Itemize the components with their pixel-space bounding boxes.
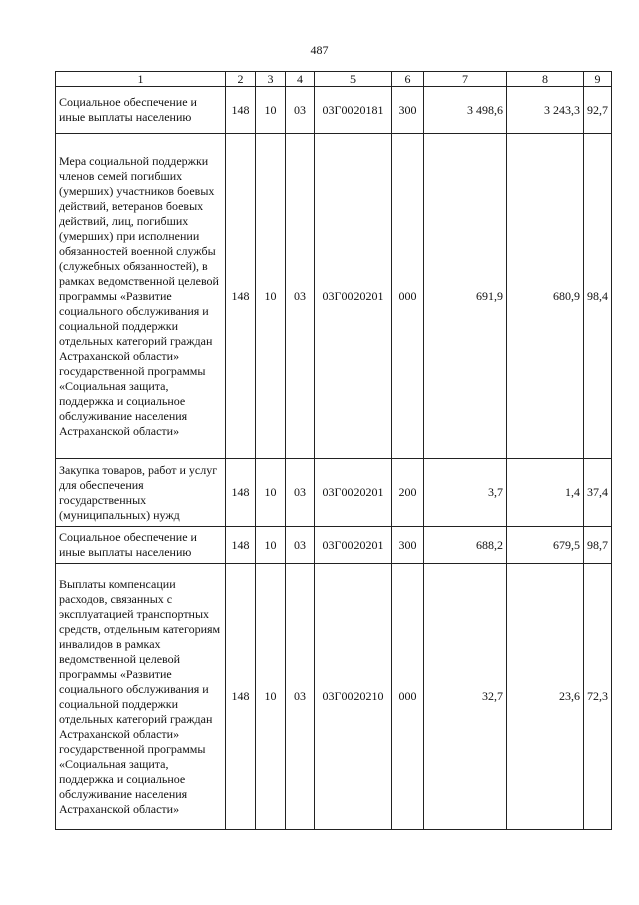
table-header-row: [56, 72, 612, 87]
cell-code-3: 10: [256, 527, 286, 564]
table-row: [56, 459, 612, 527]
cell-expense-type: 300: [392, 527, 424, 564]
row-description: Социальное обеспечение и иные выплаты населению: [56, 527, 226, 564]
cell-code-3: 10: [256, 87, 286, 134]
cell-plan-amount: 3 498,6: [424, 87, 507, 134]
column-header: 7: [424, 72, 507, 87]
cell-expense-type: 000: [392, 134, 424, 459]
cell-percent: 98,4: [584, 134, 612, 459]
column-header: 1: [56, 72, 226, 87]
cell-expense-type: 000: [392, 564, 424, 830]
cell-code-2: 148: [226, 564, 256, 830]
cell-target-article: 03Г0020201: [315, 527, 392, 564]
column-header: 5: [315, 72, 392, 87]
cell-expense-type: 300: [392, 87, 424, 134]
cell-code-4: 03: [286, 134, 315, 459]
cell-target-article: 03Г0020201: [315, 134, 392, 459]
cell-code-2: 148: [226, 459, 256, 527]
column-header: 8: [507, 72, 584, 87]
cell-code-3: 10: [256, 459, 286, 527]
cell-expense-type: 200: [392, 459, 424, 527]
table-row: [56, 527, 612, 564]
cell-actual-amount: 1,4: [507, 459, 584, 527]
row-description: Закупка товаров, работ и услуг для обеспечения государственных (муниципальных) нужд: [56, 459, 226, 527]
cell-code-2: 148: [226, 134, 256, 459]
cell-code-2: 148: [226, 527, 256, 564]
cell-actual-amount: 23,6: [507, 564, 584, 830]
cell-actual-amount: 3 243,3: [507, 87, 584, 134]
cell-code-4: 03: [286, 564, 315, 830]
row-description: Выплаты компенсации расходов, связанных с эксплуатацией транспортных средств, отдельным категориям инвалидов в рамках ведомственной целевой программы «Развитие социального обслуживания и социальной поддержки отдельных категорий граждан Астраханской области» государственной программы «Социальная защита, поддержка и социальное обслуживание населения Астраханской области»: [56, 564, 226, 830]
cell-code-4: 03: [286, 459, 315, 527]
cell-plan-amount: 32,7: [424, 564, 507, 830]
cell-plan-amount: 691,9: [424, 134, 507, 459]
cell-target-article: 03Г0020181: [315, 87, 392, 134]
cell-code-2: 148: [226, 87, 256, 134]
page-number: 487: [310, 43, 329, 57]
cell-actual-amount: 680,9: [507, 134, 584, 459]
cell-plan-amount: 688,2: [424, 527, 507, 564]
table-row: [56, 87, 612, 134]
column-header: 2: [226, 72, 256, 87]
cell-actual-amount: 679,5: [507, 527, 584, 564]
cell-percent: 98,7: [584, 527, 612, 564]
budget-table: [55, 71, 612, 830]
cell-percent: 37,4: [584, 459, 612, 527]
row-description: Социальное обеспечение и иные выплаты населению: [56, 87, 226, 134]
column-header: 3: [256, 72, 286, 87]
column-header: 4: [286, 72, 315, 87]
row-description: Мера социальной поддержки членов семей погибших (умерших) участников боевых действий, ветеранов боевых действий, лиц, погибших (умерших) при исполнении обязанностей военной службы (служебных обязанностей), в рамках ведомственной целевой программы «Развитие социального обслуживания и социальной поддержки отдельных категорий граждан Астраханской области» государственной программы «Социальная защита, поддержка и социальное обслуживание населения Астраханской области»: [56, 134, 226, 459]
table-row: [56, 564, 612, 830]
cell-target-article: 03Г0020210: [315, 564, 392, 830]
cell-code-3: 10: [256, 134, 286, 459]
cell-percent: 72,3: [584, 564, 612, 830]
cell-code-3: 10: [256, 564, 286, 830]
column-header: 6: [392, 72, 424, 87]
cell-code-4: 03: [286, 87, 315, 134]
cell-percent: 92,7: [584, 87, 612, 134]
column-header: 9: [584, 72, 612, 87]
cell-target-article: 03Г0020201: [315, 459, 392, 527]
cell-code-4: 03: [286, 527, 315, 564]
table-row: [56, 134, 612, 459]
cell-plan-amount: 3,7: [424, 459, 507, 527]
